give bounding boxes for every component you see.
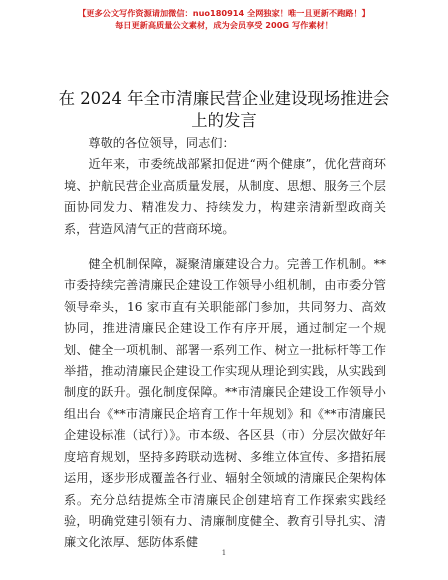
promo-banner-line-2: 每日更新高质量公文素材，成为会员享受 200G 写作素材！ — [115, 20, 333, 30]
page-number: 1 — [221, 549, 227, 557]
paragraph-2: 健全机制保障，凝聚清廉建设合力。完善工作机制。**市委持续完善清廉民企建设工作领导小组机制，由市委分管领导牵头，16 家市直有关职能部门参加，共同努力、高效协同，推进清廉民企建设工作有序开展，通过制定一个规划、健全一项机制、部署一系列工作、树立一批标杆等工作举措，推动清廉民企建设工作实现从理论到实践，从实践到制度的跃升。强化制度保障。**市清廉民企建设工作领导小组出台《**市清廉民企培育工作十年规划》和《**市清廉民企建设标准（试行）》。市本级、各区县（市）分层次做好年度培育规划，坚持多跨联动选树、多维立体宣传、多措拓展运用，逐步形成覆盖各行业、辐射全领域的清廉民企架构体系。充分总结提炼全市清廉民企创建培育工作探索实践经验，明确党建引领有力、清廉制度健全、教育引导扎实、清廉文化浓厚、惩防体系健 — [64, 257, 386, 550]
document-body — [64, 133, 386, 554]
salutation: 尊敬的各位领导，同志们： — [88, 136, 235, 150]
paragraph-1: 近年来，市委统战部紧扣促进“两个健康”，优化营商环境、护航民营企业高质量发展，从制度、思想、服务三个层面协同发力、精准发力、持续发力，构建亲清新型政商关系，营造风清气正的营商环境。 — [64, 157, 386, 236]
document-title: 在 2024 年全市清廉民营企业建设现场推进会上的发言 — [58, 89, 390, 130]
paragraph-spacer — [64, 240, 386, 254]
promo-banner-line-1: 【更多公文写作资源请加微信：nuo180914 全网独家！唯一且更新不跑路！】 — [78, 8, 370, 18]
